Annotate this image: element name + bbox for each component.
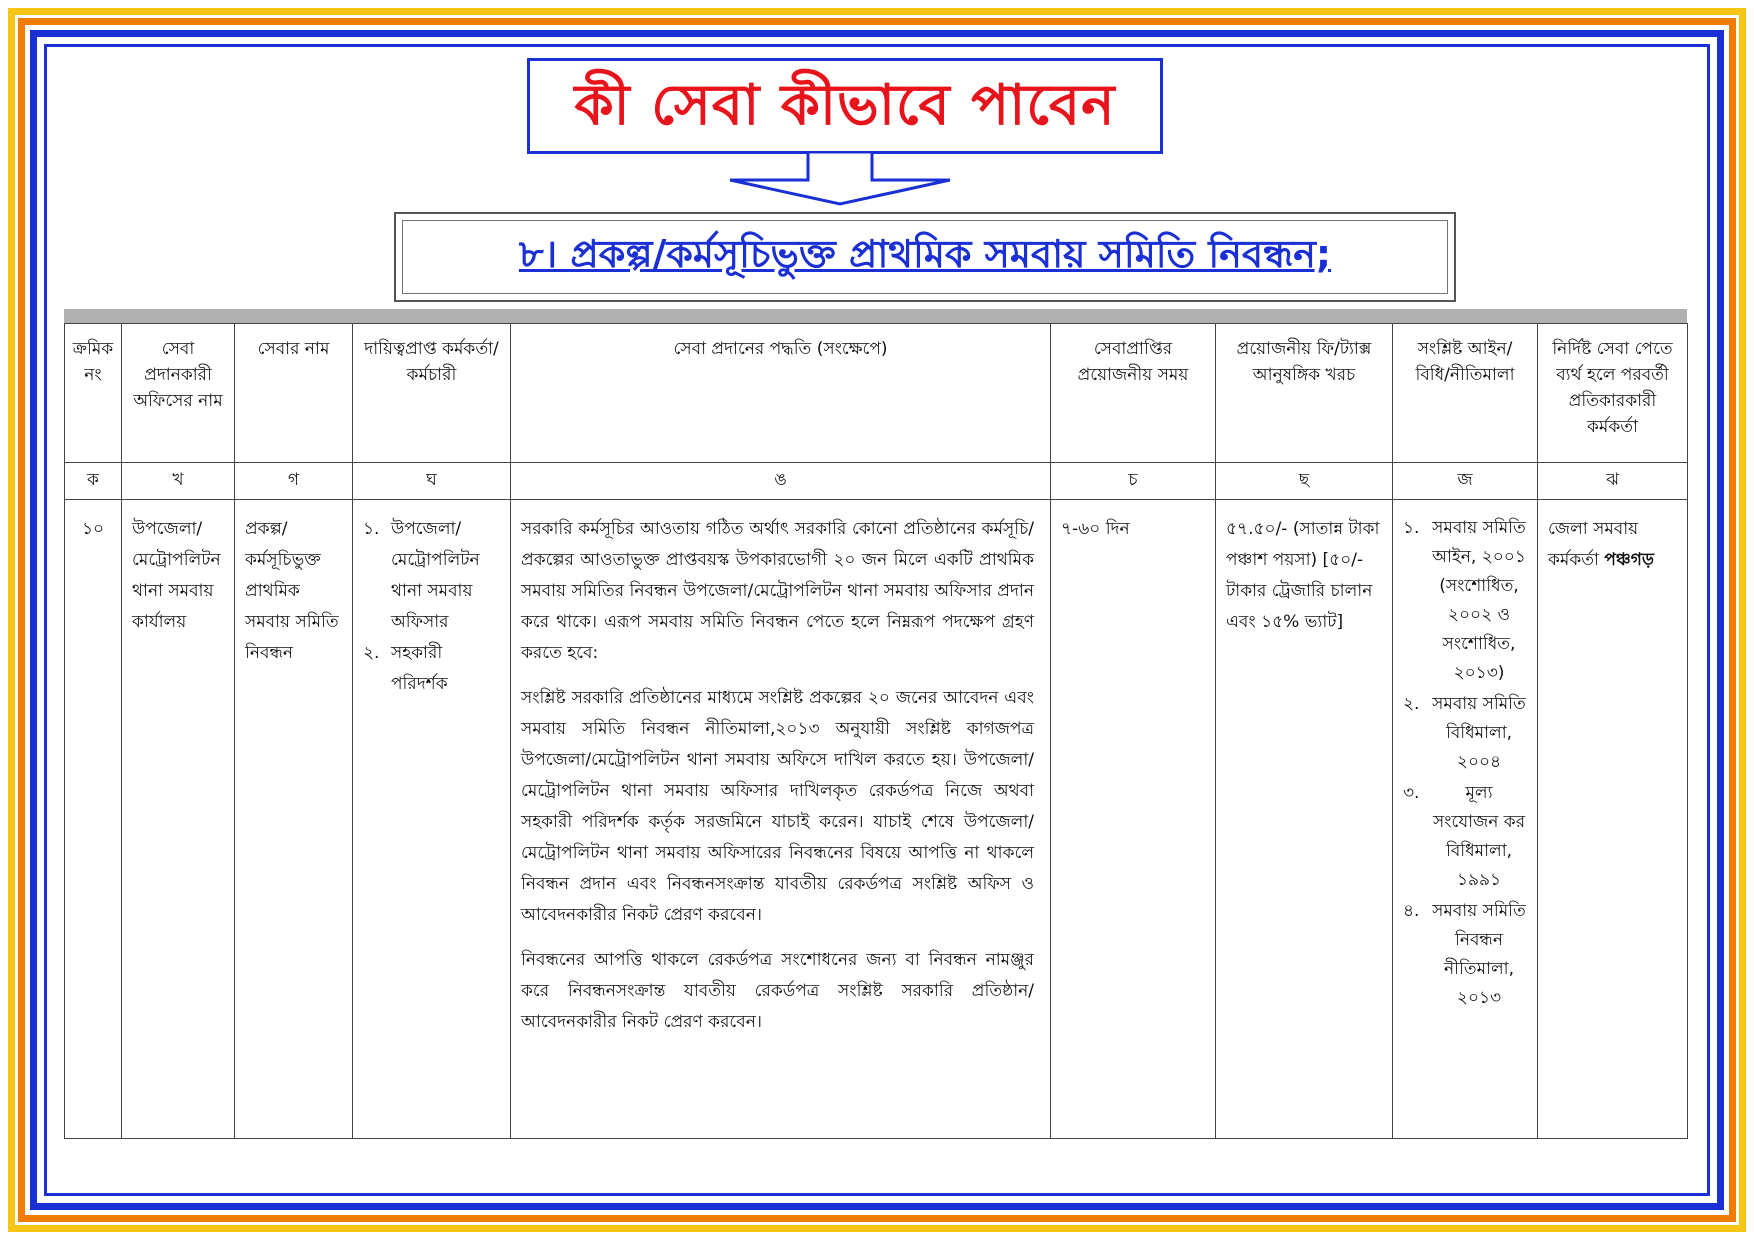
header-cell: সেবা প্রদানের পদ্ধতি (সংক্ষেপে) <box>511 324 1051 463</box>
service-table <box>64 323 1688 1139</box>
table-top-bar <box>64 309 1687 323</box>
time-cell: ৭-৬০ দিন <box>1051 500 1216 1139</box>
method-paragraph: নিবন্ধনের আপত্তি থাকলে রেকর্ডপত্র সংশোধনের জন্য বা নিবন্ধন নামঞ্জুর করে নিবন্ধনসংক্রান্ত যাবতীয় রেকর্ডপত্র সংশ্লিষ্ট সরকারি প্রতিষ্ঠান/আবেদনকারীর নিকট প্রেরণ করবেন। <box>521 950 1034 1032</box>
law-item <box>1403 897 1527 1013</box>
column-letter: খ <box>122 463 235 500</box>
column-letter-row <box>65 463 1688 500</box>
official-item <box>363 514 500 638</box>
law-text: সমবায় সমিতি নিবন্ধন নীতিমালা, ২০১৩ <box>1432 901 1526 1008</box>
header-cell: প্রয়োজনীয় ফি/ট্যাক্স আনুষঙ্গিক খরচ <box>1216 324 1393 463</box>
laws-cell <box>1393 500 1538 1139</box>
fee-cell: ৫৭.৫০/- (সাতান্ন টাকা পঞ্চাশ পয়সা) [৫০/- টাকার ট্রেজারি চালান এবং ১৫% ভ্যাট] <box>1216 500 1393 1139</box>
method-paragraph: সরকারি কর্মসূচির আওতায় গঠিত অর্থাৎ সরকারি কোনো প্রতিষ্ঠানের কর্মসূচি/প্রকল্পের আওতাভুক্ত প্রাপ্তবয়স্ক উপকারভোগী ২০ জন মিলে একটি প্রাথমিক সমবায় সমিতির নিবন্ধন উপজেলা/মেট্রোপলিটন থানা সমবায় অফিসার প্রদান করে থাকে। এরূপ সমবায় সমিতি নিবন্ধন পেতে হলে নিম্নরূপ পদক্ষেপ গ্রহণ করতে হবে: <box>521 519 1034 663</box>
page-title: কী সেবা কীভাবে পাবেন <box>574 73 1116 138</box>
law-text: সমবায় সমিতি আইন, ২০০১ (সংশোধিত, ২০০২ ও সংশোধিত, ২০১৩) <box>1432 518 1526 683</box>
official-text: উপজেলা/ মেট্রোপলিটন থানা সমবায় অফিসার <box>391 519 480 632</box>
column-letter: ঝ <box>1538 463 1688 500</box>
down-arrow-icon <box>720 152 960 208</box>
officials-cell <box>353 500 511 1139</box>
column-letter: ঙ <box>511 463 1051 500</box>
official-text: সহকারী পরিদর্শক <box>391 643 448 694</box>
list-number: ১. <box>1403 518 1420 538</box>
law-item <box>1403 779 1527 895</box>
remedy-officer: জেলা সমবায় কর্মকর্তা <box>1548 519 1639 570</box>
method-paragraph: সংশ্লিষ্ট সরকারি প্রতিষ্ঠানের মাধ্যমে সংশ্লিষ্ট প্রকল্পের ২০ জনের আবেদন এবং সমবায় সমিতি নিবন্ধন নীতিমালা,২০১৩ অনুযায়ী সংশ্লিষ্ট কাগজপত্র উপজেলা/মেট্রোপলিটন থানা সমবায় অফিসে দাখিল করতে হয়। উপজেলা/মেট্রোপলিটন থানা সমবায় অফিসার দাখিলকৃত রেকর্ডপত্র নিজে অথবা সহকারী পরিদর্শক কর্তৃক সরজমিনে যাচাই করেন। যাচাই শেষে উপজেলা/মেট্রোপলিটন থানা সমবায় অফিসারের নিবন্ধনের বিষয়ে আপত্তি না থাকলে নিবন্ধন প্রদান এবং নিবন্ধনসংক্রান্ত যাবতীয় রেকর্ডপত্র সংশ্লিষ্ট অফিস ও আবেদনকারীর নিকট প্রেরণ করবেন। <box>521 688 1034 925</box>
method-cell <box>511 500 1051 1139</box>
serial-cell: ১০ <box>65 500 122 1139</box>
header-cell: সেবার নাম <box>235 324 353 463</box>
header-cell: ক্রমিক নং <box>65 324 122 463</box>
list-number: ১. <box>363 519 380 539</box>
header-cell: সংশ্লিষ্ট আইন/ বিধি/নীতিমালা <box>1393 324 1538 463</box>
official-item <box>363 638 500 700</box>
column-letter: ক <box>65 463 122 500</box>
office-cell: উপজেলা/ মেট্রোপলিটন থানা সমবায় কার্যালয় <box>122 500 235 1139</box>
table-row <box>65 500 1688 1139</box>
list-number: ৩. <box>1403 783 1420 803</box>
list-number: ২. <box>1403 694 1420 714</box>
remedy-cell <box>1538 500 1688 1139</box>
law-item <box>1403 514 1527 688</box>
law-item <box>1403 690 1527 777</box>
law-text: মূল্য সংযোজন কর বিধিমালা, ১৯৯১ <box>1432 783 1526 890</box>
column-letter: ঘ <box>353 463 511 500</box>
law-text: সমবায় সমিতি বিধিমালা, ২০০৪ <box>1432 694 1526 772</box>
header-cell: নির্দিষ্ট সেবা পেতে ব্যর্থ হলে পরবর্তী প্রতিকারকারী কর্মকর্তা <box>1538 324 1688 463</box>
section-subtitle: ৮। প্রকল্প/কর্মসূচিভুক্ত প্রাথমিক সমবায় সমিতি নিবন্ধন; <box>518 232 1332 276</box>
column-letter: ছ <box>1216 463 1393 500</box>
list-number: ২. <box>363 643 380 663</box>
subtitle-box <box>394 212 1456 302</box>
list-number: ৪. <box>1403 901 1420 921</box>
header-cell: দায়িত্বপ্রাপ্ত কর্মকর্তা/কর্মচারী <box>353 324 511 463</box>
remedy-place: পঞ্চগড় <box>1604 550 1655 570</box>
column-letter: চ <box>1051 463 1216 500</box>
header-row <box>65 324 1688 463</box>
column-letter: জ <box>1393 463 1538 500</box>
header-cell: সেবাপ্রাপ্তির প্রয়োজনীয় সময় <box>1051 324 1216 463</box>
header-cell: সেবা প্রদানকারী অফিসের নাম <box>122 324 235 463</box>
service-cell: প্রকল্প/ কর্মসূচিভুক্ত প্রাথমিক সমবায় সমিতি নিবন্ধন <box>235 500 353 1139</box>
column-letter: গ <box>235 463 353 500</box>
title-box <box>527 58 1163 154</box>
